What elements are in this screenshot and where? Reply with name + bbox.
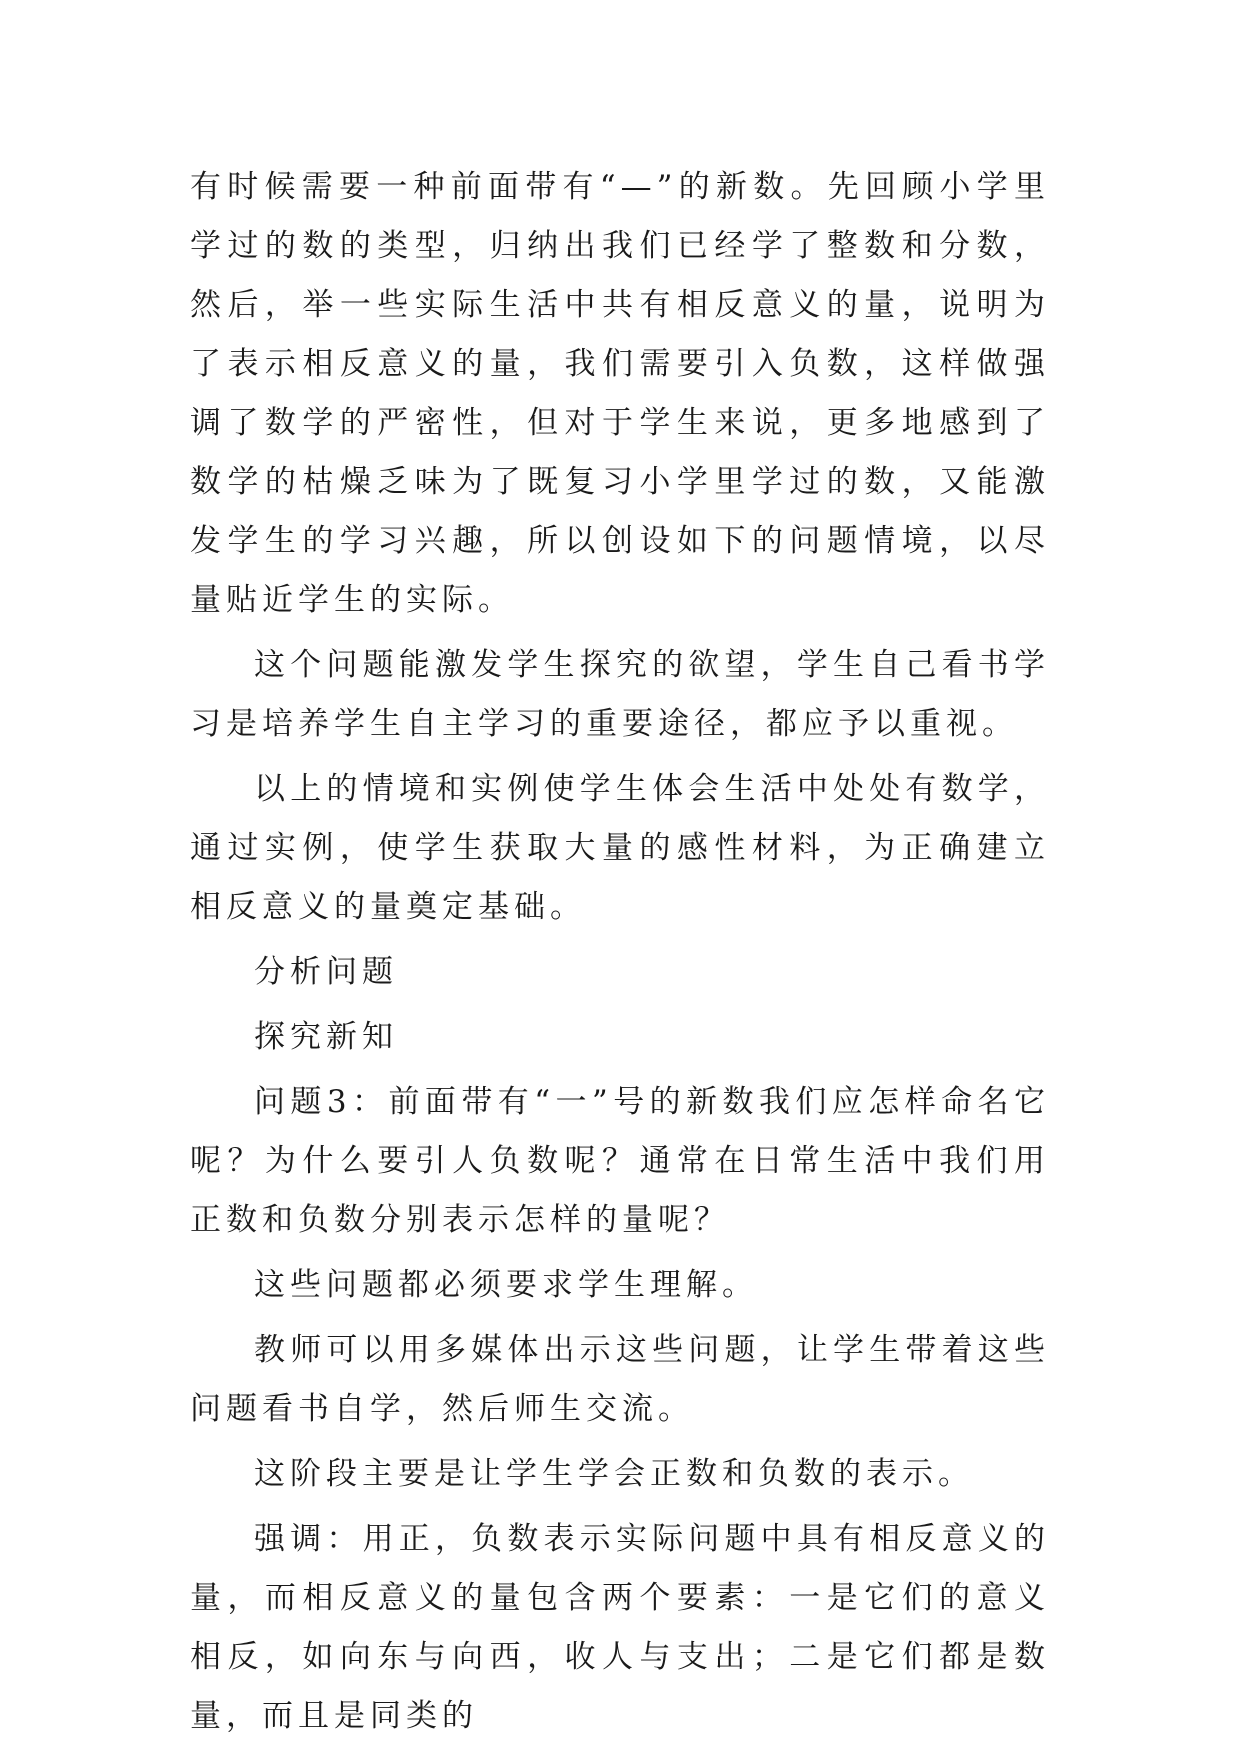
paragraph-7: 这些问题都必须要求学生理解。: [254, 1267, 758, 1303]
section-heading-analyze: 分析问题: [254, 954, 398, 990]
paragraph-9: 这阶段主要是让学生学会正数和负数的表示。: [254, 1456, 974, 1492]
paragraph-2: 这个问题能激发学生探究的欲望，学生自己看书学习是培养学生自主学习的重要途径，都应予以重视。: [190, 647, 1050, 742]
question-3: 问题3：前面带有“一”号的新数我们应怎样命名它呢？为什么要引人负数呢？通常在日常生活中我们用正数和负数分别表示怎样的量呢？: [190, 1084, 1050, 1238]
paragraph-8: 教师可以用多媒体出示这些问题，让学生带着这些问题看书自学，然后师生交流。: [190, 1332, 1050, 1427]
document-body: [190, 158, 1050, 1752]
paragraph-3: 以上的情境和实例使学生体会生活中处处有数学，通过实例，使学生获取大量的感性材料，为正确建立相反意义的量奠定基础。: [190, 771, 1050, 925]
paragraph-1: 有时候需要一种前面带有“—”的新数。先回顾小学里学过的数的类型，归纳出我们已经学了整数和分数，然后，举一些实际生活中共有相反意义的量，说明为了表示相反意义的量，我们需要引入负数，这样做强调了数学的严密性，但对于学生来说，更多地感到了数学的枯燥乏味为了既复习小学里学过的数，又能激发学生的学习兴趣，所以创设如下的问题情境，以尽量贴近学生的实际。: [190, 169, 1050, 618]
section-heading-explore: 探究新知: [254, 1019, 398, 1055]
emphasis-paragraph: 强调：用正，负数表示实际问题中具有相反意义的量，而相反意义的量包含两个要素：一是它们的意义相反，如向东与向西，收人与支出；二是它们都是数量，而且是同类的: [190, 1521, 1050, 1734]
